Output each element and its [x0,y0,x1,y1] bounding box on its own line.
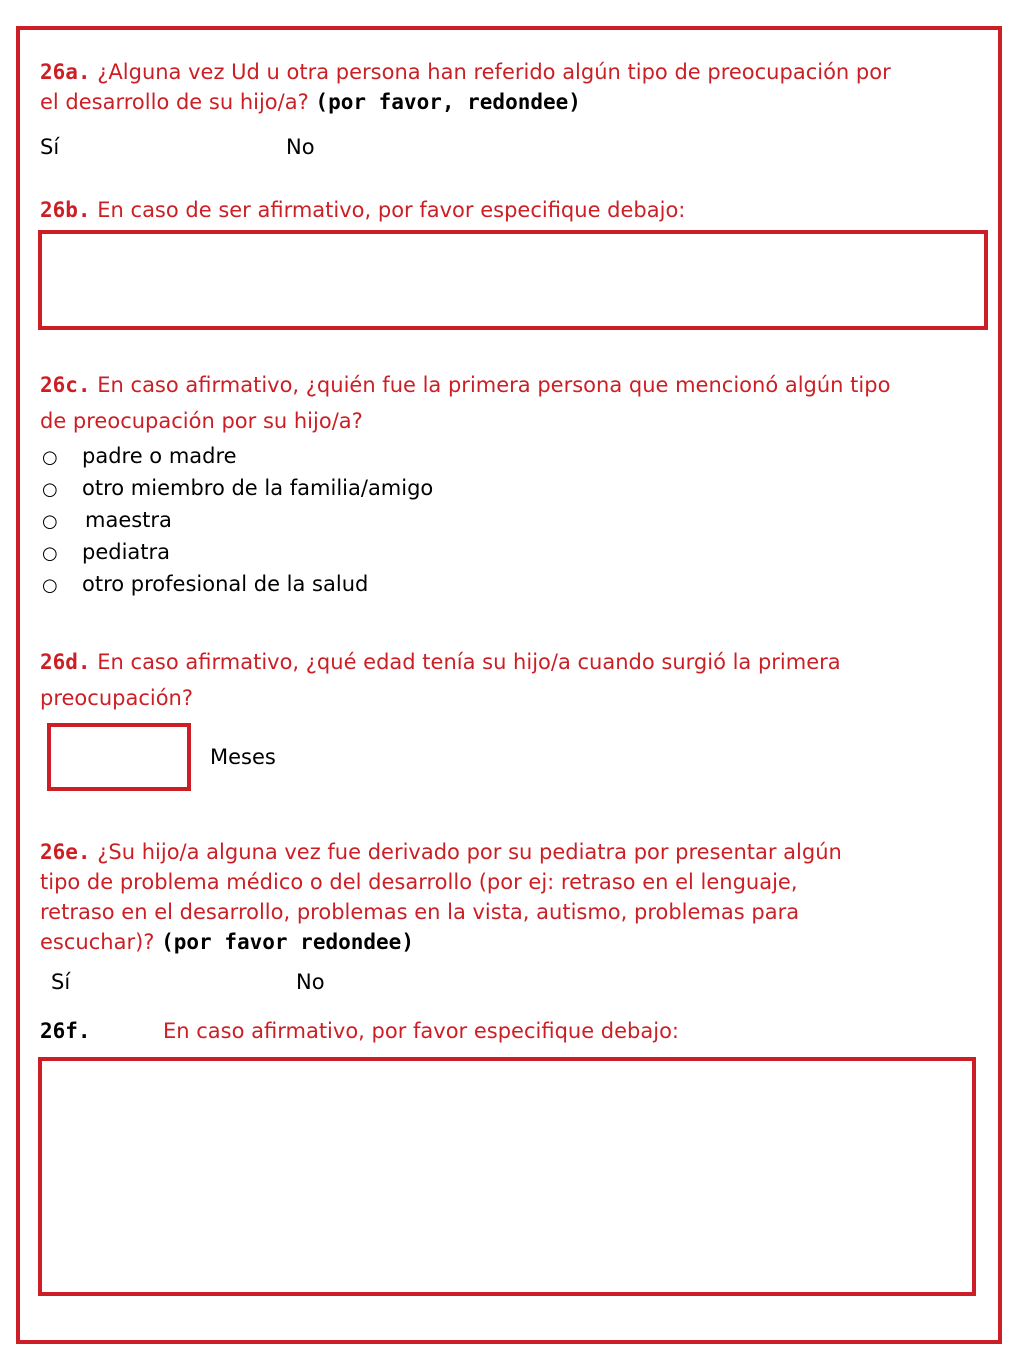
question-26c-line1: 26c. En caso afirmativo, ¿quién fue la primera persona que mencionó algún tipo [40,373,891,397]
question-26e-line4: escuchar)? (por favor redondee) [40,930,414,954]
question-26e-instruction: (por favor redondee) [161,930,414,954]
radio-circle-icon[interactable]: ○ [42,447,58,468]
question-26f-text: En caso afirmativo, por favor especifique debajo: [163,1019,680,1043]
question-26b: 26b. En caso de ser afirmativo, por favor especifique debajo: [40,198,686,222]
option-pediatra[interactable]: ○ pediatra [42,537,170,569]
months-label: Meses [210,745,276,769]
question-26e-line2: tipo de problema médico o del desarrollo (por ej: retraso en el lenguaje, [40,870,798,894]
question-26d-line1: 26d. En caso afirmativo, ¿qué edad tenía su hijo/a cuando surgió la primera [40,650,841,674]
question-26f-number: 26f. [40,1019,91,1043]
question-26d-line2: preocupación? [40,686,194,710]
radio-circle-icon[interactable]: ○ [42,543,58,564]
question-26c-line2: de preocupación por su hijo/a? [40,409,363,433]
option-maestra[interactable]: ○ maestra [42,505,172,537]
answer-26d-months-input[interactable] [47,723,191,791]
answer-26a-no[interactable]: No [286,135,315,159]
question-26d-number: 26d. [40,650,91,674]
option-padre-o-madre[interactable]: ○ padre o madre [42,441,237,473]
radio-circle-icon[interactable]: ○ [42,575,58,596]
option-otro-miembro-familia[interactable]: ○ otro miembro de la familia/amigo [42,473,433,505]
question-26e-number: 26e. [40,840,91,864]
answer-26b-textbox[interactable] [38,230,988,330]
question-26a-instruction: (por favor, redondee) [315,90,581,114]
question-26e-line3: retraso en el desarrollo, problemas en la vista, autismo, problemas para [40,900,800,924]
answer-26a-yes[interactable]: Sí [40,135,60,159]
answer-26f-textbox[interactable] [38,1057,976,1296]
answer-26e-yes[interactable]: Sí [51,970,71,994]
question-26a-line2: el desarrollo de su hijo/a? (por favor, redondee) [40,90,581,114]
question-26e-line1: 26e. ¿Su hijo/a alguna vez fue derivado por su pediatra por presentar algún [40,840,842,864]
radio-circle-icon[interactable]: ○ [42,479,58,500]
question-26e [40,837,940,957]
question-26c-number: 26c. [40,373,91,397]
answer-26e-no[interactable]: No [296,970,325,994]
radio-circle-icon[interactable]: ○ [42,511,58,532]
question-26a-line1: 26a. ¿Alguna vez Ud u otra persona han referido algún tipo de preocupación por [40,60,891,84]
question-26a-number: 26a. [40,60,91,84]
question-26b-number: 26b. [40,198,91,222]
option-otro-profesional[interactable]: ○ otro profesional de la salud [42,569,368,601]
